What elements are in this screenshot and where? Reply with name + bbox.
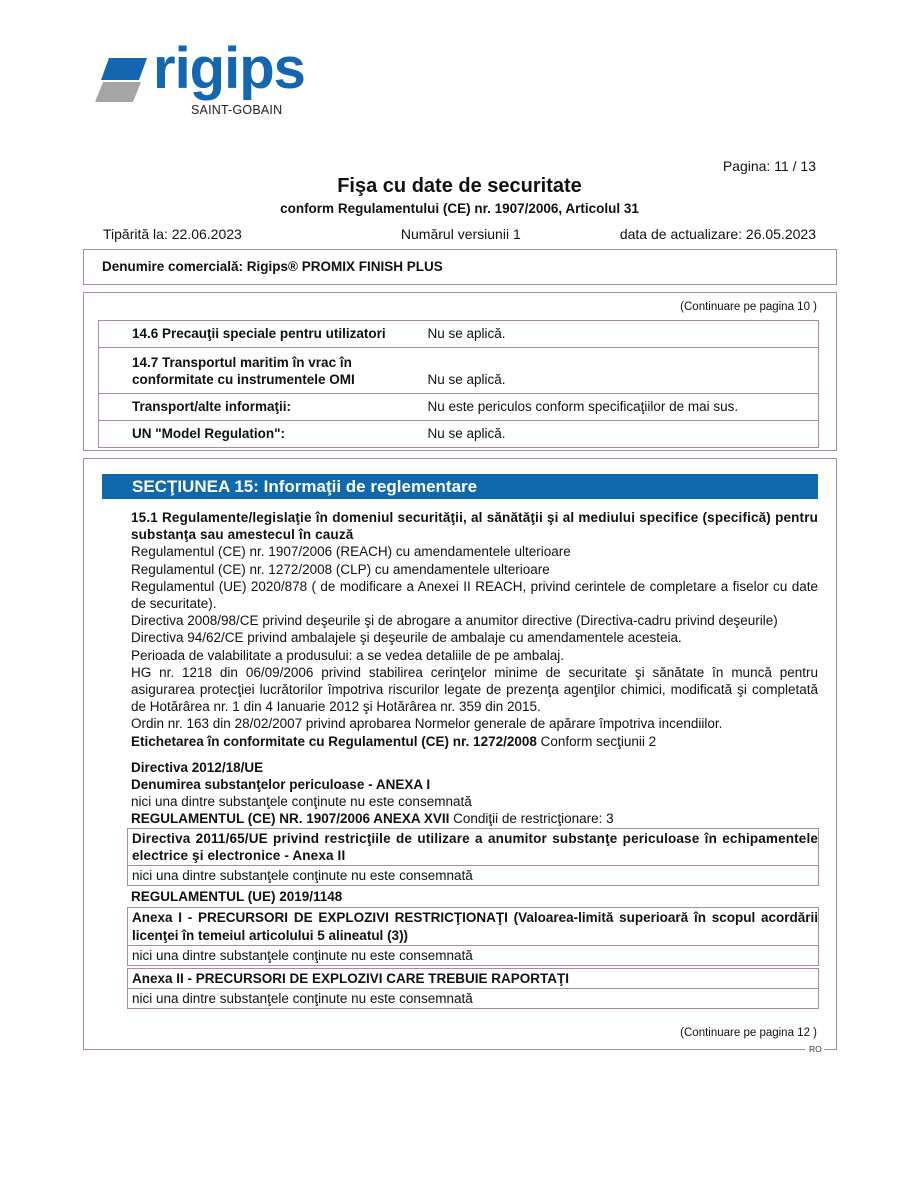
reach-xvii-value: Condiţii de restricţionare: 3 [449, 811, 614, 827]
annex-1-title: Denumirea substanţelor periculoase - ANEXA I [131, 777, 431, 793]
annex-ii-value-box [127, 989, 819, 1009]
document-title: Fişa cu date de securitate [337, 175, 582, 197]
meta-row [103, 226, 816, 242]
section-15-body [131, 509, 818, 1009]
section-15-box [83, 458, 837, 1050]
annex-ii-value: nici una dintre substanţele conţinute nu este consemnată [132, 991, 473, 1007]
rohs-value: nici una dintre substanţele conţinute nu este consemnată [132, 868, 473, 884]
annex-ii-box [127, 968, 819, 989]
reach-xvii-line [131, 810, 818, 827]
continued-from: (Continuare pe pagina 10 ) [680, 301, 817, 313]
section-14-table [98, 320, 819, 448]
section-14-box [83, 292, 837, 451]
table-row [99, 421, 819, 448]
labeling-label: Etichetarea în conformitate cu Regulamentul (CE) nr. 1272/2008 [131, 733, 537, 749]
row-label [99, 348, 428, 394]
regulation-line: Directiva 94/62/CE privind ambalajele şi deşeurile de ambalaje cu amendamentele acesteia. [131, 630, 682, 646]
table-row [99, 321, 819, 348]
page-number: Pagina: 11 / 13 [722, 158, 816, 174]
footer-divider [83, 1044, 837, 1054]
row-value: Nu se aplică. [428, 421, 819, 448]
reg-2019-title: REGULAMENTUL (UE) 2019/1148 [131, 889, 343, 905]
regulation-line: Regulamentul (CE) nr. 1272/2008 (CLP) cu amendamentele ulterioare [131, 561, 550, 577]
product-name-box [83, 249, 837, 285]
document-subtitle: conform Regulamentului (CE) nr. 1907/2006, Articolul 31 [280, 201, 639, 216]
row-label: 14.6 Precauţii speciale pentru utilizatori [99, 321, 428, 348]
logo-brand: rigips [153, 36, 305, 101]
update-date: data de actualizare: 26.05.2023 [619, 226, 816, 242]
regulation-line: Regulamentul (CE) nr. 1907/2006 (REACH) cu amendamentele ulterioare [131, 544, 571, 560]
row-value: Nu se aplică. [428, 348, 819, 394]
labeling-line [131, 733, 818, 750]
section-15-header: SECŢIUNEA 15: Informaţii de reglementare [102, 474, 818, 499]
rohs-title: Directiva 2011/65/UE privind restricţiile de utilizare a anumitor substanţe periculoase în echipamentele electrice şi electronice - Anexa II [132, 830, 818, 863]
annex-i-box [127, 907, 819, 945]
subsection-15-1-title: 15.1 Regulamente/legislaţie în domeniul securităţii, al sănătăţii şi al mediului specifice (specifică) pentru substanţa sau amestecul în cauză [131, 510, 818, 543]
printed-date: Tipărită la: 22.06.2023 [103, 226, 242, 242]
reg-2019-row [131, 886, 818, 907]
logo-parallelogram-icon [95, 58, 155, 108]
regulation-line: HG nr. 1218 din 06/09/2006 privind stabilirea cerinţelor minime de securitate şi sănătate în muncă pentru asigurarea protecţiei lucrătorilor împotriva riscurilor legate de prezenţa agenţilor chimici, modificată şi completată de Hotărârea nr. 1 din 4 Ianuarie 2012 şi Hotărârea nr. 359 din 2015. [131, 664, 818, 715]
reach-xvii-label: REGULAMENTUL (CE) NR. 1907/2006 ANEXA XVII [131, 811, 450, 827]
regulation-line: Perioada de valabilitate a produsului: a se vedea detaliile de pe ambalaj. [131, 647, 565, 663]
annex-ii-title: Anexa II - PRECURSORI DE EXPLOZIVI CARE TREBUIE RAPORTAŢI [132, 971, 570, 987]
annex-i-value-box [127, 946, 819, 966]
row-label: Transport/alte informaţii: [99, 394, 428, 421]
labeling-value: Conform secţiunii 2 [536, 733, 657, 749]
row-label: UN "Model Regulation": [99, 421, 428, 448]
row-value: Nu se aplică. [428, 321, 819, 348]
language-code: RO [809, 1044, 822, 1054]
rohs-value-box [127, 866, 819, 886]
row-label-line: conformitate cu instrumentele OMI [132, 372, 355, 387]
rohs-box [127, 828, 819, 866]
rigips-logo [95, 36, 305, 120]
version-number: Numărul versiunii 1 [400, 226, 521, 242]
directive-2012-title: Directiva 2012/18/UE [131, 759, 264, 775]
product-name: Denumire comercială: Rigips® PROMIX FINISH PLUS [102, 259, 443, 274]
row-label-line: 14.7 Transportul maritim în vrac în [132, 355, 352, 370]
regulation-line: Regulamentul (UE) 2020/878 ( de modificare a Anexei II REACH, privind cerintele de completare a fiselor cu date de securitate). [131, 578, 818, 612]
row-value: Nu este periculos conform specificaţiilor de mai sus. [428, 394, 819, 421]
continued-to: (Continuare pe pagina 12 ) [680, 1027, 817, 1039]
regulation-line: Ordin nr. 163 din 28/02/2007 privind aprobarea Normelor generale de apărare împotriva incendiilor. [131, 716, 723, 732]
annex-i-title: Anexa I - PRECURSORI DE EXPLOZIVI RESTRICŢIONAŢI (Valoarea-limită superioară în scopul acordării licenţei în temeiul articolului 5 alineatul (3)) [132, 910, 818, 943]
annex-i-value: nici una dintre substanţele conţinute nu este consemnată [132, 947, 473, 963]
table-row [99, 348, 819, 394]
regulation-line: Directiva 2008/98/CE privind deşeurile şi de abrogare a anumitor directive (Directiva-cadru privind deşeurile) [131, 613, 778, 629]
logo-subtitle: SAINT-GOBAIN [191, 103, 283, 117]
table-row [99, 394, 819, 421]
annex-1-value: nici una dintre substanţele conţinute nu este consemnată [131, 794, 472, 810]
